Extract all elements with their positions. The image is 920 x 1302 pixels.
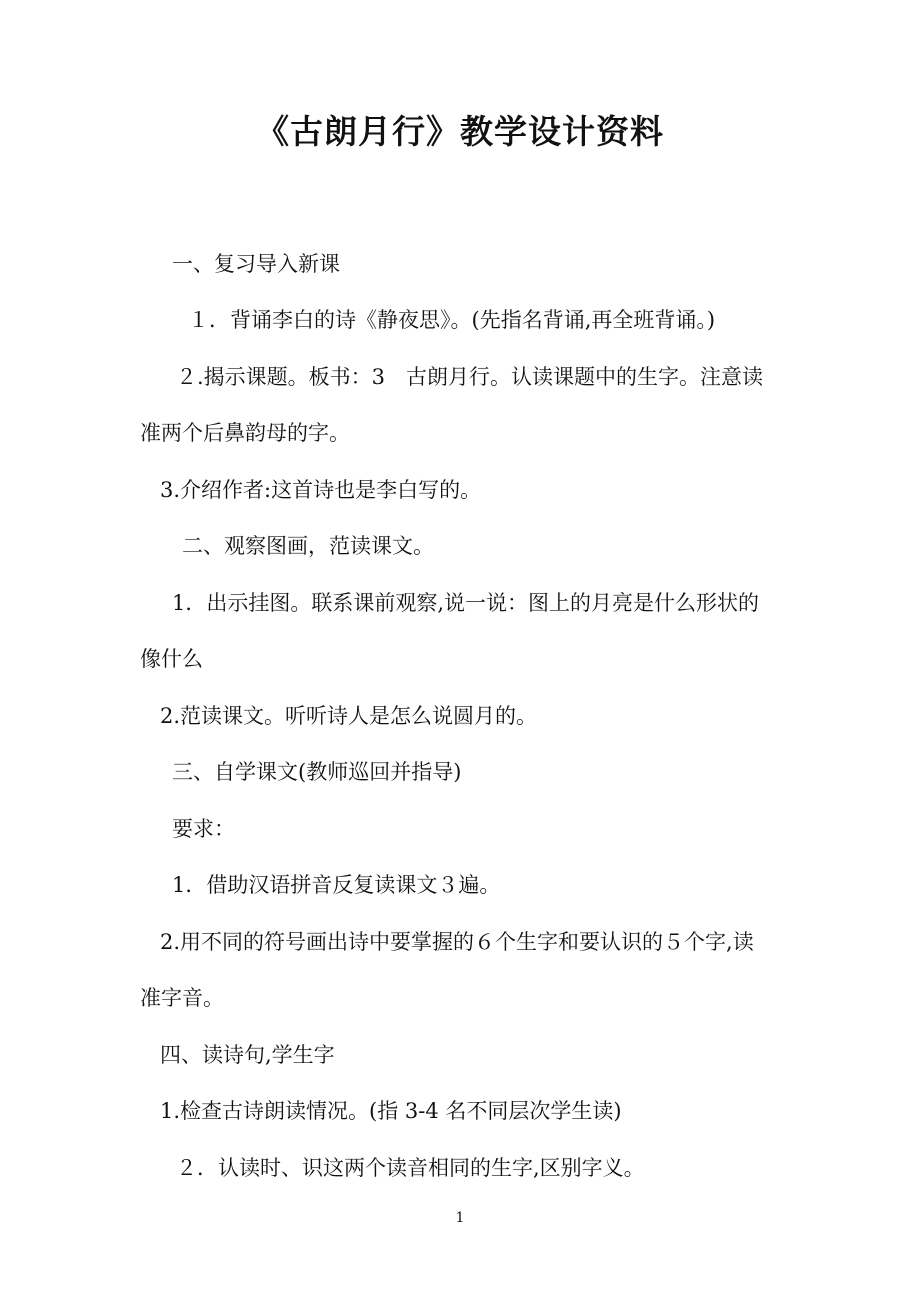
- section-heading-4: 四、读诗句,学生字: [160, 1043, 335, 1067]
- paragraph-line: １．背诵李白的诗《静夜思》。(先指名背诵,再全班背诵。): [188, 308, 716, 332]
- section-heading-2: 二、观察图画，范读课文。: [182, 534, 434, 558]
- paragraph-line: 2.用不同的符号画出诗中要掌握的６个生字和要认识的５个字,读: [160, 930, 754, 954]
- paragraph-line: ２.揭示课题。板书：3 古朗月行。认读课题中的生字。注意读: [176, 365, 764, 389]
- paragraph-line: ２．认读时、识这两个读音相同的生字,区别字义。: [176, 1156, 645, 1180]
- document-title: 《古朗月行》教学设计资料: [256, 112, 664, 151]
- paragraph-line: 要求：: [172, 817, 235, 841]
- paragraph-line: 3.介绍作者:这首诗也是李白写的。: [160, 478, 482, 502]
- section-heading-1: 一、复习导入新课: [172, 252, 340, 276]
- paragraph-line: 1．出示挂图。联系课前观察,说一说：图上的月亮是什么形状的: [172, 591, 760, 615]
- paragraph-line: 1．借助汉语拼音反复读课文３遍。: [172, 873, 501, 897]
- paragraph-line: 1.检查古诗朗读情况。(指 3-4 名不同层次学生读): [160, 1099, 622, 1123]
- paragraph-line: 准字音。: [140, 986, 224, 1010]
- paragraph-line: 准两个后鼻韵母的字。: [140, 421, 350, 445]
- paragraph-line: 像什么: [140, 647, 203, 671]
- page-number: 1: [455, 1210, 465, 1226]
- section-heading-3: 三、自学课文(教师巡回并指导): [172, 760, 462, 784]
- paragraph-line: 2.范读课文。听听诗人是怎么说圆月的。: [160, 704, 538, 728]
